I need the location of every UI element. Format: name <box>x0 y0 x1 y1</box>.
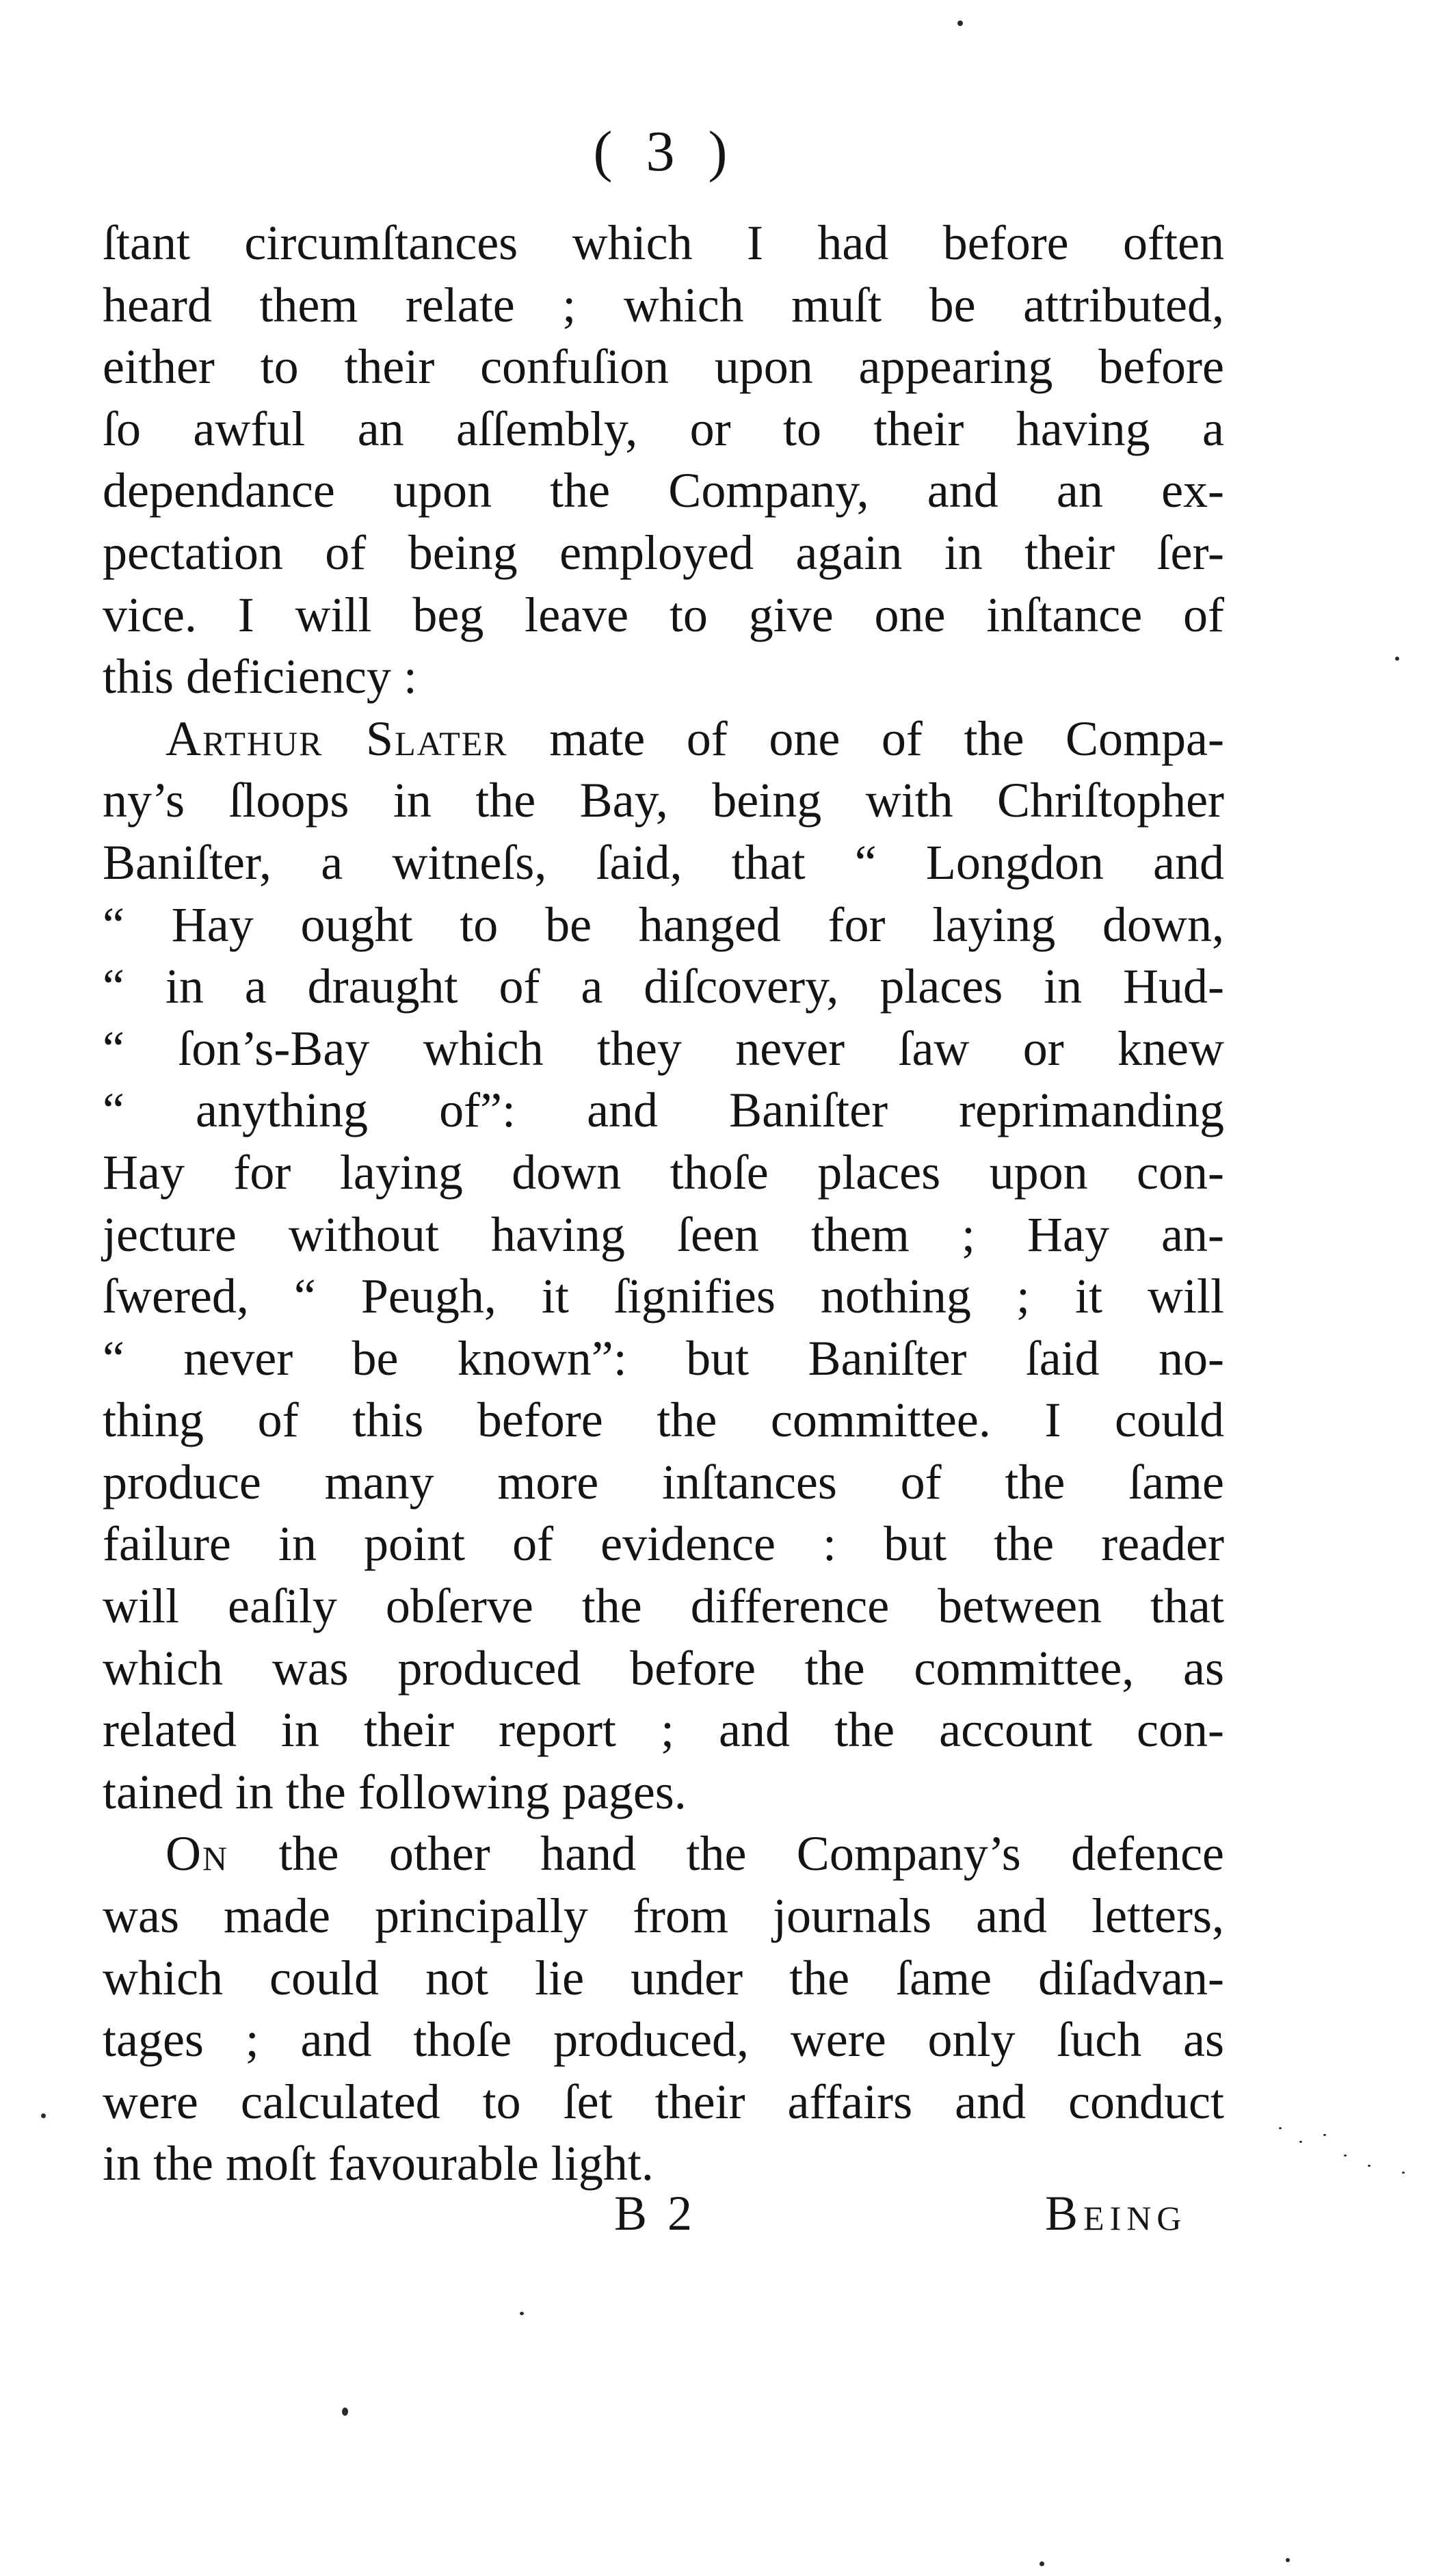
text-line: were calculated to ſet their affairs and conduct <box>103 2074 1224 2129</box>
scan-speck <box>1323 2134 1326 2136</box>
catchword: Being <box>1045 2186 1187 2241</box>
text-line: which was produced before the committee, as <box>103 1640 1224 1696</box>
text-line: Hay for laying down thoſe places upon con- <box>103 1144 1224 1200</box>
text-line: either to their confuſion upon appearing before <box>103 339 1224 395</box>
text-line: produce many more inſtances of the ſame <box>103 1454 1224 1509</box>
scan-speck <box>1344 2154 1347 2157</box>
text-line: ſwered, “ Peugh, it ſignifies nothing ; it will <box>103 1269 1224 1324</box>
text-line: ſtant circumſtances which I had before often <box>103 215 1224 270</box>
text-line: was made principally from journals and letters, <box>103 1888 1224 1944</box>
text-line: this deficiency : <box>103 649 417 704</box>
lead-word: On <box>166 1826 229 1882</box>
text-line: Baniſter, a witneſs, ſaid, that “ Longdon and <box>103 834 1224 890</box>
text-line: “ ſon’s-Bay which they never ſaw or knew <box>103 1020 1224 1076</box>
paragraph-3 <box>103 1823 1224 2195</box>
text-line: ſo awful an aſſembly, or to their having a <box>103 401 1224 456</box>
text-line: “ in a draught of a diſcovery, places in Hud- <box>103 959 1224 1014</box>
signature-mark: B 2 <box>614 2186 697 2241</box>
page-number: ( 3 ) <box>593 120 737 183</box>
text-line-rest: mate of one of the Compa- <box>507 711 1224 766</box>
text-line: heard them relate ; which muſt be attributed, <box>103 277 1224 332</box>
text-line <box>103 708 1224 770</box>
scan-speck <box>1402 2172 1405 2174</box>
lead-name: Arthur Slater <box>166 711 508 766</box>
paragraph-1 <box>103 212 1224 708</box>
text-line: will eaſily obſerve the difference between that <box>103 1579 1224 1634</box>
scan-speck <box>342 2408 348 2416</box>
text-line: “ Hay ought to be hanged for laying down, <box>103 897 1224 952</box>
text-line: vice. I will beg leave to give one inſtance of <box>103 587 1224 642</box>
body-text <box>103 212 1224 2195</box>
text-line-rest: the other hand the Company’s defence <box>228 1826 1224 1882</box>
scan-speck <box>1286 2558 1290 2562</box>
scan-speck <box>1368 2165 1371 2167</box>
scan-speck <box>1040 2561 1044 2566</box>
text-line: failure in point of evidence : but the reader <box>103 1516 1224 1572</box>
text-line: tages ; and thoſe produced, were only ſuch as <box>103 2012 1224 2068</box>
text-line: thing of this before the committee. I could <box>103 1393 1224 1448</box>
text-line: tained in the following pages. <box>103 1764 687 1819</box>
text-line: “ anything of”: and Baniſter reprimanding <box>103 1083 1224 1138</box>
text-line: “ never be known”: but Baniſter ſaid no- <box>103 1330 1224 1386</box>
text-line: related in their report ; and the account con- <box>103 1702 1224 1758</box>
text-line: jecture without having ſeen them ; Hay an- <box>103 1207 1224 1262</box>
scan-speck <box>1279 2127 1282 2129</box>
text-line <box>103 1823 1224 1885</box>
scan-speck <box>957 21 963 26</box>
scan-speck <box>1299 2141 1302 2143</box>
scan-speck <box>520 2312 524 2315</box>
text-line: ny’s ſloops in the Bay, being with Chriſtopher <box>103 773 1224 828</box>
scan-speck <box>1395 657 1399 661</box>
text-line: pectation of being employed again in their ſer- <box>103 525 1224 580</box>
text-line: in the moſt favourable light. <box>103 2136 654 2191</box>
text-line: dependance upon the Company, and an ex- <box>103 463 1224 518</box>
text-line: which could not lie under the ſame diſadvan- <box>103 1950 1224 2005</box>
scan-speck <box>41 2113 46 2118</box>
paragraph-2 <box>103 708 1224 1823</box>
